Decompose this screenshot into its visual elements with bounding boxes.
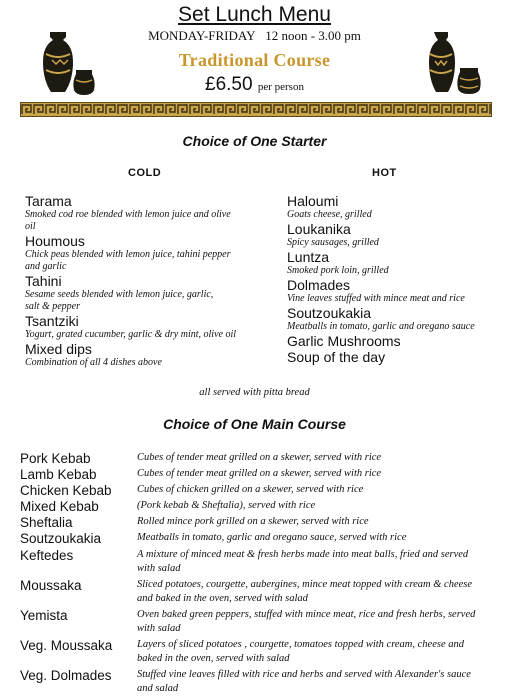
item-name: Houmous xyxy=(25,233,85,249)
item-name: Sheftalia xyxy=(20,515,73,530)
hot-heading: HOT xyxy=(372,167,397,179)
item-description: Spicy sausages, grilled xyxy=(287,237,379,248)
list-item xyxy=(20,451,495,467)
list-item xyxy=(20,548,495,576)
list-item xyxy=(20,578,495,606)
list-item xyxy=(25,193,275,233)
item-name: Yemista xyxy=(20,608,68,623)
item-description: Layers of sliced potatoes , courgette, tomatoes topped with cream, cheese and baked in the oven, served with salad xyxy=(137,639,464,664)
list-item xyxy=(25,341,275,369)
list-item xyxy=(20,483,495,499)
item-description: Vine leaves stuffed with mince meat and rice xyxy=(287,293,465,304)
pitta-note: all served with pitta bread xyxy=(199,387,310,398)
list-item xyxy=(25,313,275,341)
item-name: Tarama xyxy=(25,193,72,209)
item-name: Luntza xyxy=(287,249,330,265)
item-name: Soutzoukakia xyxy=(20,531,102,546)
cold-starters-list xyxy=(25,193,275,369)
item-name: Haloumi xyxy=(287,193,339,209)
list-item xyxy=(20,467,495,483)
list-item xyxy=(20,531,495,547)
item-name: Tsantziki xyxy=(25,313,79,329)
item-name: Keftedes xyxy=(20,548,74,563)
list-item xyxy=(287,277,502,305)
list-item xyxy=(287,305,502,333)
item-description: Sesame seeds blended with lemon juice, garlic, salt & pepper xyxy=(25,289,214,312)
item-name: Tahini xyxy=(25,273,62,289)
cold-heading: COLD xyxy=(128,167,162,179)
item-name: Soup of the day xyxy=(287,349,386,365)
list-item xyxy=(287,249,502,277)
list-item xyxy=(20,499,495,515)
list-item xyxy=(287,221,502,249)
item-description: Smoked cod roe blended with lemon juice and olive oil xyxy=(25,209,231,232)
list-item xyxy=(20,608,495,636)
item-description: Meatballs in tomato, garlic and oregano sauce xyxy=(287,321,475,332)
list-item xyxy=(20,515,495,531)
item-name: Garlic Mushrooms xyxy=(287,333,401,349)
item-description: Oven baked green peppers, stuffed with mince meat, rice and fresh herbs, served with salad xyxy=(137,609,476,634)
greek-vase-right-icon xyxy=(426,30,484,96)
menu-title: Set Lunch Menu xyxy=(178,3,331,26)
list-item xyxy=(287,333,502,349)
greek-key-pattern-icon xyxy=(21,103,491,116)
item-description: Cubes of chicken grilled on a skewer, served with rice xyxy=(137,484,364,495)
list-item xyxy=(25,233,275,273)
list-item xyxy=(287,349,502,365)
item-description: Chick peas blended with lemon juice, tahini pepper and garlic xyxy=(25,249,231,272)
item-description: Yogurt, grated cucumber, garlic & dry mint, olive oil xyxy=(25,329,237,340)
main-course-list xyxy=(20,451,495,696)
price-value: £6.50 xyxy=(205,74,253,95)
item-name: Dolmades xyxy=(287,277,351,293)
item-description: Cubes of tender meat grilled on a skewer, served with rice xyxy=(137,452,382,463)
item-name: Lamb Kebab xyxy=(20,467,97,482)
item-name: Chicken Kebab xyxy=(20,483,112,498)
hours-label: 12 noon - 3.00 pm xyxy=(265,28,361,43)
item-description: Combination of all 4 dishes above xyxy=(25,357,162,368)
item-description: Meatballs in tomato, garlic and oregano sauce, served with rice xyxy=(137,532,407,543)
list-item xyxy=(20,668,495,696)
item-description: Goats cheese, grilled xyxy=(287,209,372,220)
item-name: Veg. Moussaka xyxy=(20,638,113,653)
course-title: Traditional Course xyxy=(178,50,331,70)
item-description: Sliced potatoes, courgette, aubergines, mince meat topped with cream & cheese and baked in the oven, served with salad xyxy=(137,579,473,604)
item-description: (Pork kebab & Sheftalia), served with rice xyxy=(137,500,316,511)
item-name: Mixed Kebab xyxy=(20,499,99,514)
main-course-heading: Choice of One Main Course xyxy=(163,416,346,432)
item-name: Pork Kebab xyxy=(20,451,91,466)
list-item xyxy=(287,193,502,221)
list-item xyxy=(25,273,275,313)
item-name: Mixed dips xyxy=(25,341,92,357)
greek-vase-left-icon xyxy=(40,30,98,96)
days-label: MONDAY-FRIDAY xyxy=(148,28,256,43)
starter-heading: Choice of One Starter xyxy=(182,133,327,149)
item-description: Stuffed vine leaves filled with rice and herbs and served with Alexander's sauce and salad xyxy=(137,669,471,694)
greek-key-border xyxy=(20,102,492,117)
item-description: A mixture of minced meat & fresh herbs made into meat balls, fried and served with salad xyxy=(137,549,469,574)
item-name: Loukanika xyxy=(287,221,351,237)
list-item xyxy=(20,638,495,666)
item-description: Cubes of tender meat grilled on a skewer, served with rice xyxy=(137,468,382,479)
item-description: Smoked pork loin, grilled xyxy=(287,265,389,276)
item-name: Moussaka xyxy=(20,578,82,593)
hot-starters-list xyxy=(287,193,502,365)
item-description: Rolled mince pork grilled on a skewer, served with rice xyxy=(137,516,369,527)
item-name: Soutzoukakia xyxy=(287,305,372,321)
price-unit: per person xyxy=(257,81,304,93)
item-name: Veg. Dolmades xyxy=(20,668,112,683)
